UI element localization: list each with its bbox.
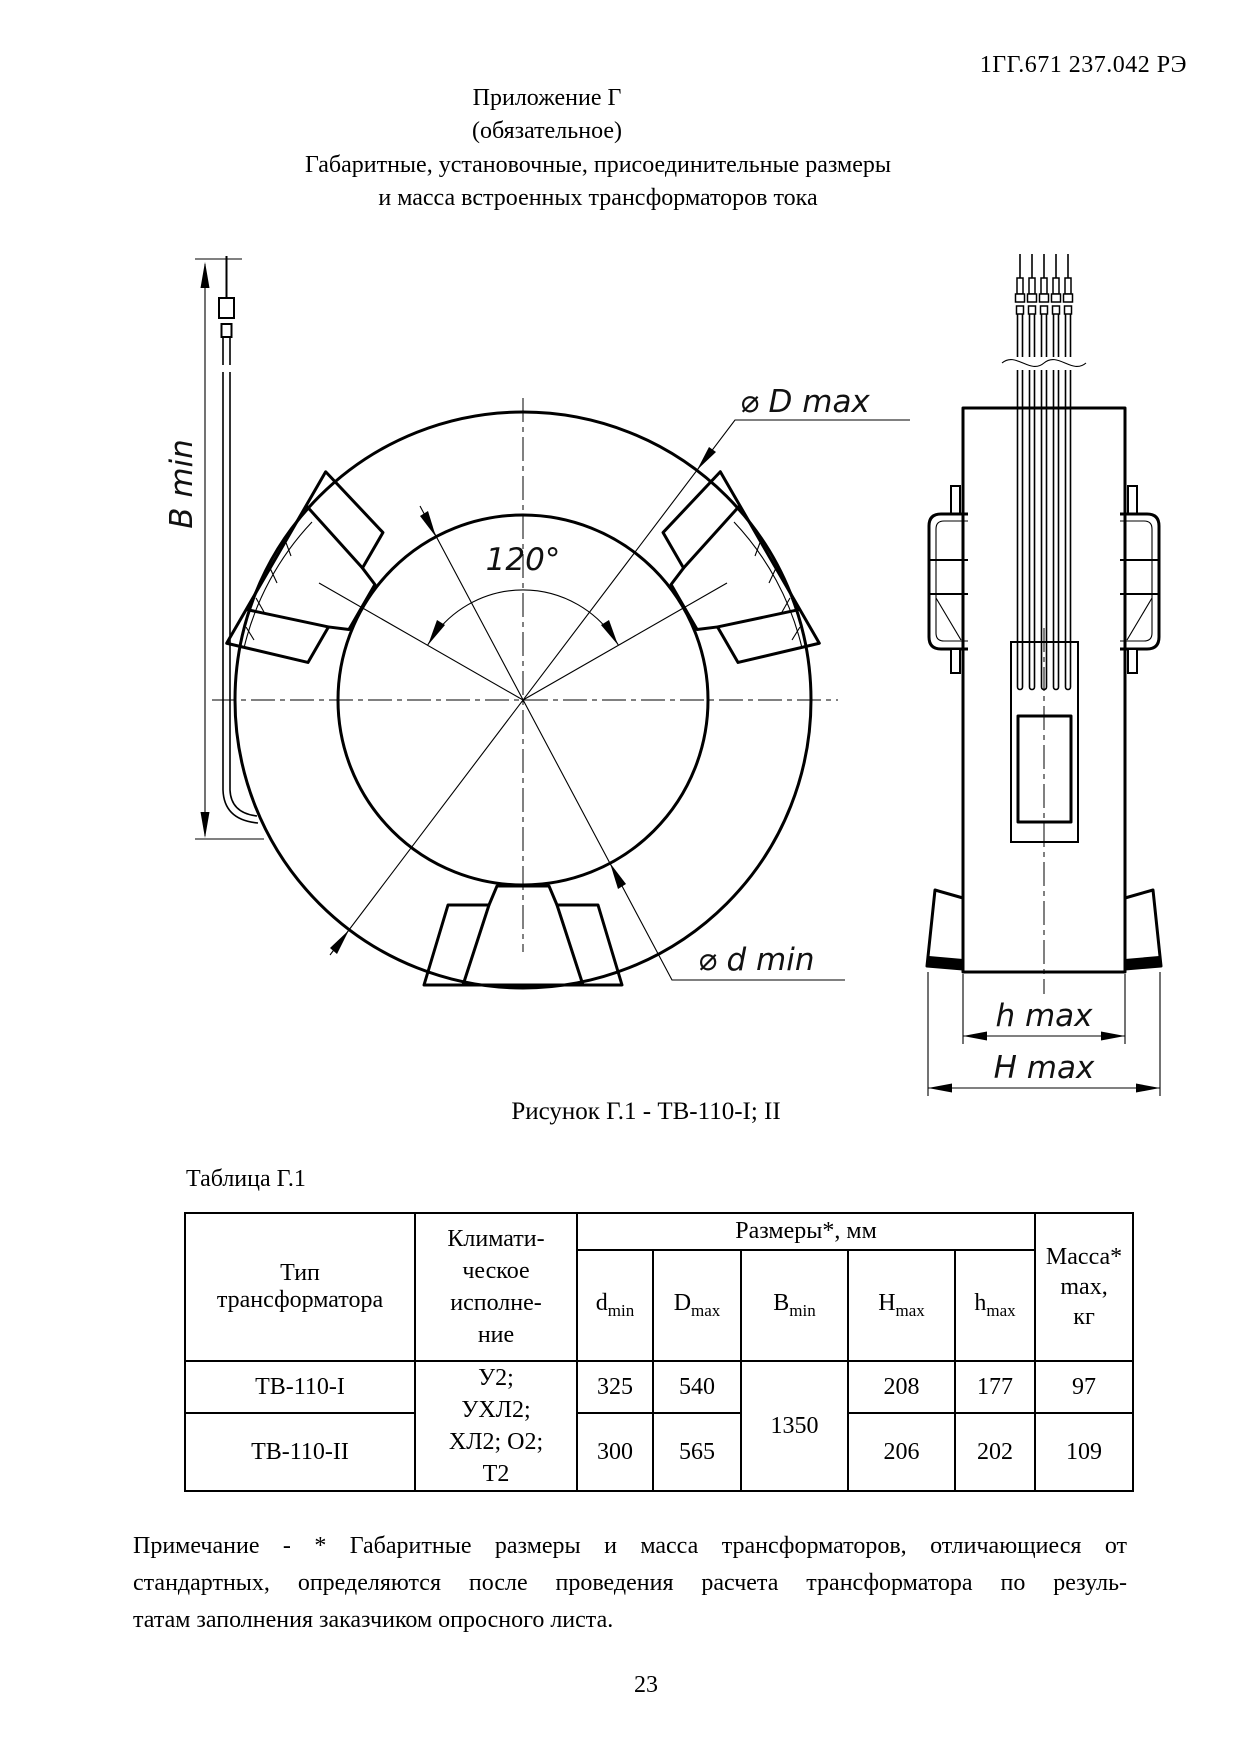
H-max-label: H max: [993, 1050, 1095, 1086]
cell-type-2: ТВ-110-II: [185, 1413, 415, 1491]
cell-mass-2: 109: [1035, 1413, 1133, 1491]
cell-type-1: ТВ-110-I: [185, 1361, 415, 1413]
col-header-type: Тип трансформатора: [185, 1213, 415, 1361]
table-row: [185, 1361, 1133, 1413]
page-title-line1: Габаритные, установочные, присоединительные размеры: [304, 152, 892, 178]
table-caption: Таблица Г.1: [186, 1166, 306, 1192]
cell-mass-1: 97: [1035, 1361, 1133, 1413]
cell-H-2: 206: [848, 1413, 955, 1491]
technical-drawing: [0, 230, 1241, 1120]
angle-label: 120°: [485, 542, 561, 578]
col-header-climate: Климати- ческое исполне- ние: [415, 1213, 577, 1361]
col-header-H-max: $H_{max}$: [848, 1250, 955, 1361]
break-line: [1002, 360, 1086, 367]
dimensions-table: [184, 1212, 1134, 1492]
col-header-B-min: $B_{min}$: [741, 1250, 848, 1361]
cell-h-1: 177: [955, 1361, 1035, 1413]
col-header-d-min: $d_{min}$: [577, 1250, 653, 1361]
cell-climate: У2; УХЛ2; ХЛ2; О2; Т2: [415, 1361, 577, 1491]
h-max-label: h max: [995, 998, 1093, 1034]
cell-H-1: 208: [848, 1361, 955, 1413]
side-view-drawing: [927, 254, 1161, 1096]
d-max-label: ⌀ D max: [740, 384, 870, 420]
note-line3: татам заполнения заказчиком опросного листа.: [133, 1607, 614, 1633]
cell-d-1: 325: [577, 1361, 653, 1413]
cell-d-2: 300: [577, 1413, 653, 1491]
col-header-D-max: $D_{max}$: [653, 1250, 741, 1361]
figure-caption: Рисунок Г.1 - ТВ-110-I; II: [511, 1098, 781, 1125]
col-header-sizes: Размеры*, мм: [577, 1213, 1035, 1250]
cell-D-1: 540: [653, 1361, 741, 1413]
page-title-line2: и масса встроенных трансформаторов тока: [378, 185, 818, 211]
d-min-label: ⌀ d min: [698, 942, 815, 978]
col-header-h-max: $h_{max}$: [955, 1250, 1035, 1361]
table-row: [185, 1413, 1133, 1491]
document-number: 1ГГ.671 237.042 РЭ: [979, 52, 1187, 78]
appendix-subtitle: (обязательное): [472, 118, 622, 144]
appendix-title: Приложение Г: [472, 85, 622, 111]
b-min-label: B min: [164, 439, 200, 529]
front-view-drawing: [164, 256, 910, 988]
note-paragraph: [133, 1528, 1127, 1639]
cell-B-shared: 1350: [741, 1361, 848, 1491]
note-line2: стандартных, определяются после проведения расчета трансформатора по резуль-: [133, 1570, 1127, 1596]
note-line1: Примечание - * Габаритные размеры и масса трансформаторов, отличающиеся от: [133, 1533, 1127, 1559]
page-number: 23: [634, 1672, 658, 1698]
b-min-dimension: [164, 259, 264, 839]
cell-D-2: 565: [653, 1413, 741, 1491]
col-header-mass: Масса* max, кг: [1035, 1213, 1133, 1361]
cell-h-2: 202: [955, 1413, 1035, 1491]
